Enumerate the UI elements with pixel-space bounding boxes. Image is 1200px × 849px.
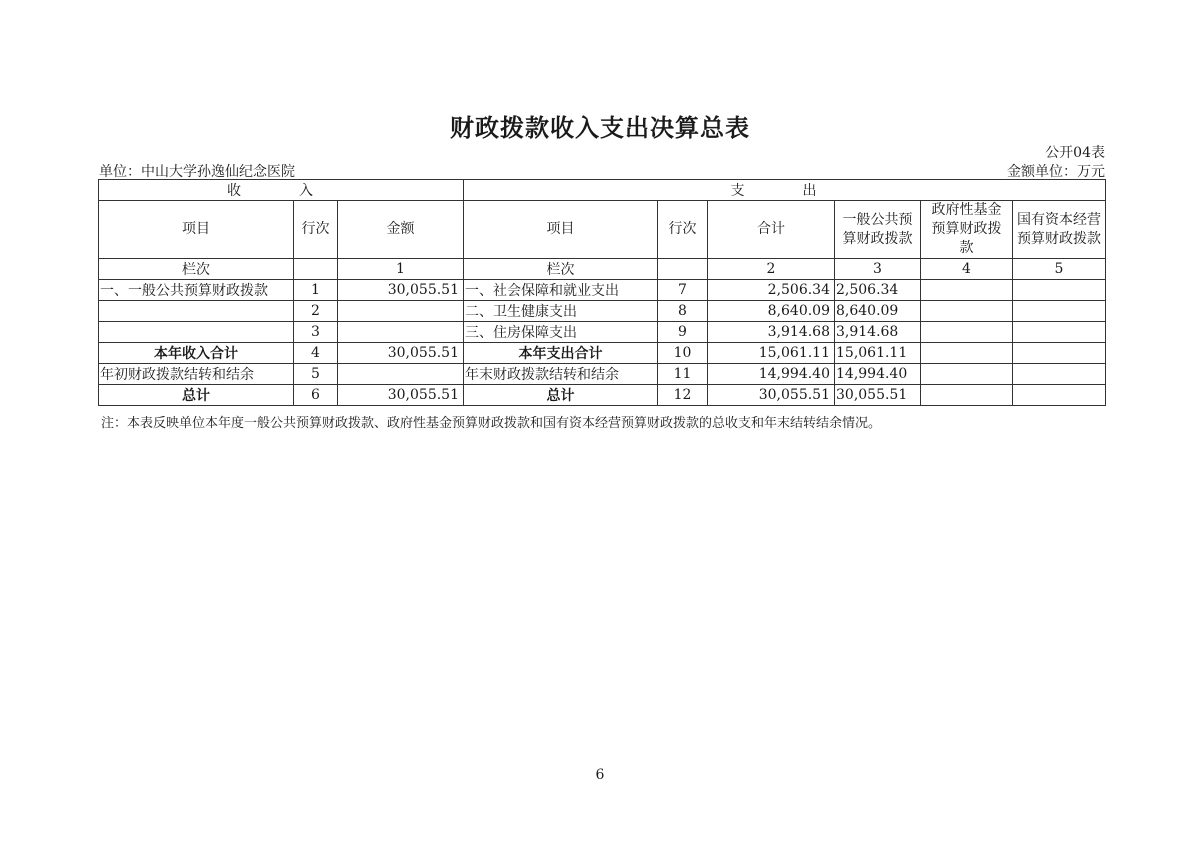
- col-num-income-amount: 1: [338, 259, 464, 280]
- section-income: 收 入: [99, 180, 464, 201]
- income-item: 一、一般公共预算财政拨款: [99, 280, 294, 301]
- header-income-amount: 金额: [338, 201, 464, 259]
- expense-total: 30,055.51: [708, 385, 835, 406]
- header-total: 合计: [708, 201, 835, 259]
- column-header-row: [99, 201, 1106, 259]
- income-item: [99, 301, 294, 322]
- expense-state-capital: [1013, 322, 1106, 343]
- table-row: [99, 385, 1106, 406]
- income-row-no: 2: [294, 301, 338, 322]
- form-number: 公开04表: [1045, 145, 1105, 161]
- expense-general-budget: 8,640.09: [835, 301, 921, 322]
- expense-gov-fund: [921, 280, 1013, 301]
- table-row: [99, 301, 1106, 322]
- expense-item: 总计: [464, 385, 658, 406]
- page-number: 6: [595, 767, 605, 783]
- income-row-no: 5: [294, 364, 338, 385]
- header-gov-fund: 政府性基金预算财政拨款: [921, 201, 1013, 259]
- page-title: 财政拨款收入支出决算总表: [450, 113, 750, 142]
- expense-general-budget: 15,061.11: [835, 343, 921, 364]
- col-label-expense: 栏次: [464, 259, 658, 280]
- col-blank-income: [294, 259, 338, 280]
- expense-general-budget: 2,506.34: [835, 280, 921, 301]
- expense-gov-fund: [921, 301, 1013, 322]
- income-row-no: 4: [294, 343, 338, 364]
- income-row-no: 6: [294, 385, 338, 406]
- expense-total: 14,994.40: [708, 364, 835, 385]
- col-blank-expense: [658, 259, 708, 280]
- table-row: [99, 280, 1106, 301]
- income-item: [99, 322, 294, 343]
- expense-gov-fund: [921, 364, 1013, 385]
- expense-row-no: 11: [658, 364, 708, 385]
- expense-item: 年末财政拨款结转和结余: [464, 364, 658, 385]
- expense-gov-fund: [921, 322, 1013, 343]
- expense-item: 二、卫生健康支出: [464, 301, 658, 322]
- expense-total: 8,640.09: [708, 301, 835, 322]
- header-income-item: 项目: [99, 201, 294, 259]
- income-amount: 30,055.51: [338, 385, 464, 406]
- money-unit-label: 金额单位：万元: [1007, 164, 1105, 180]
- expense-total: 15,061.11: [708, 343, 835, 364]
- col-num-state-capital: 5: [1013, 259, 1106, 280]
- expense-item: 三、住房保障支出: [464, 322, 658, 343]
- expense-state-capital: [1013, 385, 1106, 406]
- income-amount: 30,055.51: [338, 280, 464, 301]
- expense-general-budget: 14,994.40: [835, 364, 921, 385]
- table-row: [99, 343, 1106, 364]
- expense-general-budget: 30,055.51: [835, 385, 921, 406]
- header-expense-row-no: 行次: [658, 201, 708, 259]
- table-note: 注：本表反映单位本年度一般公共预算财政拨款、政府性基金预算财政拨款和国有资本经营预算财政拨款的总收支和年末结转结余情况。: [101, 416, 882, 431]
- col-num-gov-fund: 4: [921, 259, 1013, 280]
- income-amount: 30,055.51: [338, 343, 464, 364]
- expense-state-capital: [1013, 301, 1106, 322]
- column-number-row: [99, 259, 1106, 280]
- expense-gov-fund: [921, 385, 1013, 406]
- expense-state-capital: [1013, 280, 1106, 301]
- section-expense: 支 出: [464, 180, 1106, 201]
- income-amount: [338, 301, 464, 322]
- table-row: [99, 364, 1106, 385]
- col-num-general-budget: 3: [835, 259, 921, 280]
- expense-total: 3,914.68: [708, 322, 835, 343]
- income-item: 总计: [99, 385, 294, 406]
- table-row: [99, 322, 1106, 343]
- income-item: 本年收入合计: [99, 343, 294, 364]
- report-table: [98, 179, 1106, 406]
- expense-state-capital: [1013, 343, 1106, 364]
- col-label-income: 栏次: [99, 259, 294, 280]
- expense-general-budget: 3,914.68: [835, 322, 921, 343]
- expense-total: 2,506.34: [708, 280, 835, 301]
- income-item: 年初财政拨款结转和结余: [99, 364, 294, 385]
- header-general-budget: 一般公共预算财政拨款: [835, 201, 921, 259]
- income-row-no: 3: [294, 322, 338, 343]
- expense-state-capital: [1013, 364, 1106, 385]
- expense-row-no: 12: [658, 385, 708, 406]
- expense-item: 一、社会保障和就业支出: [464, 280, 658, 301]
- header-state-capital: 国有资本经营预算财政拨款: [1013, 201, 1106, 259]
- col-num-total: 2: [708, 259, 835, 280]
- header-income-row-no: 行次: [294, 201, 338, 259]
- expense-gov-fund: [921, 343, 1013, 364]
- section-header-row: [99, 180, 1106, 201]
- expense-row-no: 9: [658, 322, 708, 343]
- expense-item: 本年支出合计: [464, 343, 658, 364]
- expense-row-no: 10: [658, 343, 708, 364]
- unit-label: 单位：中山大学孙逸仙纪念医院: [99, 164, 295, 180]
- expense-row-no: 7: [658, 280, 708, 301]
- income-row-no: 1: [294, 280, 338, 301]
- income-amount: [338, 322, 464, 343]
- header-expense-item: 项目: [464, 201, 658, 259]
- income-amount: [338, 364, 464, 385]
- expense-row-no: 8: [658, 301, 708, 322]
